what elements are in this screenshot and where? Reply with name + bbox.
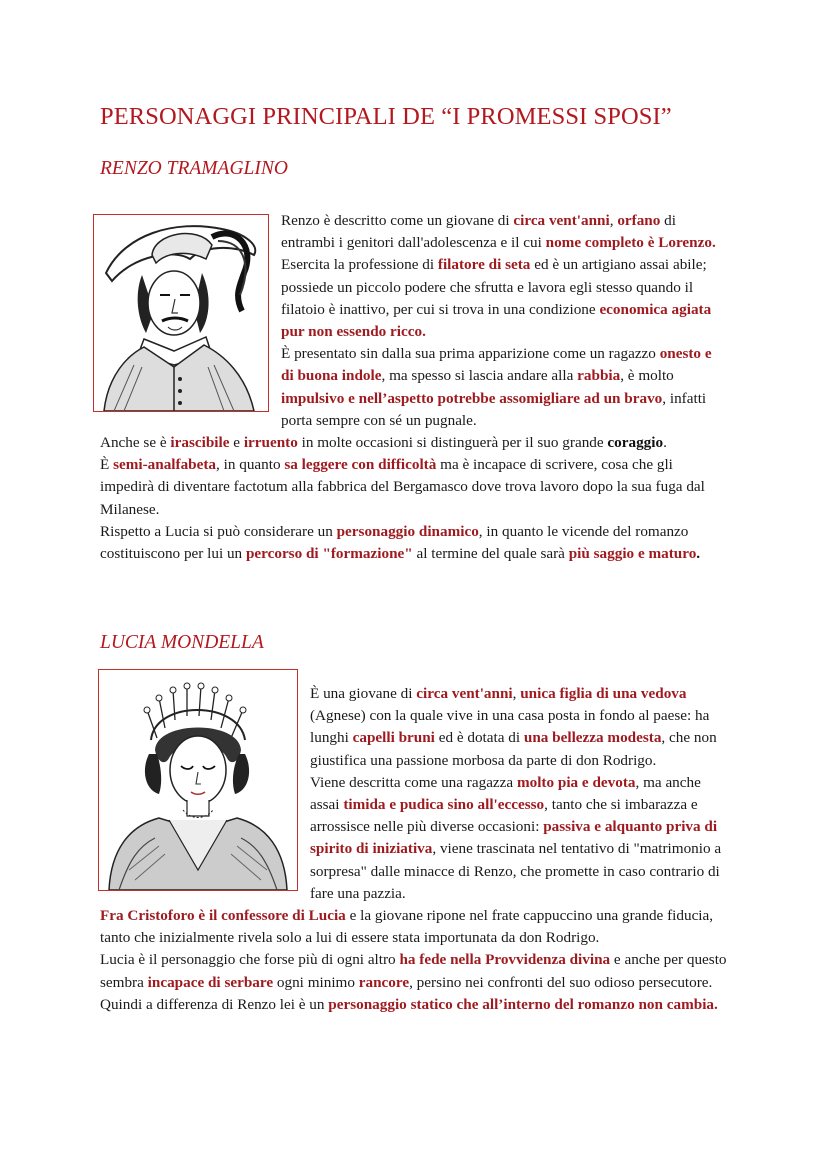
lucia-paragraph-3: Fra Cristoforo è il confessore di Lucia e la giovane ripone nel frate cappuccino una grande fiducia, tanto che inizialmente rivela solo a lui di essere stata importunata da don Rodrigo.: [100, 907, 714, 947]
lucia-section: [100, 683, 728, 1016]
lucia-paragraph-1: È una giovane di circa vent'anni, unica figlia di una vedova (Agnese) con la quale vive in una casa posta in fondo al paese: ha lunghi capelli bruni ed è dotata di una bellezza modesta, che non giustifica una passione morbosa da parte di don Rodrigo.: [310, 685, 717, 769]
lucia-portrait: [98, 669, 298, 891]
renzo-paragraph-4: È semi-analfabeta, in quanto sa leggere con difficoltà ma è incapace di scrivere, cosa che gli impedirà di diventare factotum alla fabbrica del Bergamasco dove trova lavoro dopo la sua fuga dal Milanese.: [100, 456, 705, 518]
renzo-portrait: [93, 214, 269, 412]
document-title: PERSONAGGI PRINCIPALI DE “I PROMESSI SPOSI”: [100, 103, 672, 130]
renzo-paragraph-1: Renzo è descritto come un giovane di circa vent'anni, orfano di entrambi i genitori dall'adolescenza e il cui nome completo è Lorenzo. Esercita la professione di filatore di seta ed è un artigiano assai abile; possiede un piccolo podere che sfrutta e lavora egli stesso quando il filatoio è inattivo, per cui si trova in una condizione economica agiata pur non essendo ricco.: [281, 212, 716, 341]
renzo-paragraph-5: Rispetto a Lucia si può considerare un personaggio dinamico, in quanto le vicende del romanzo costituiscono per lui un percorso di "formazione" al termine del quale sarà più saggio e maturo.: [100, 522, 701, 563]
lucia-paragraph-2: Viene descritta come una ragazza molto pia e devota, ma anche assai timida e pudica sino all'eccesso, tanto che si imbarazza e arrossisce nelle più diverse occasioni: passiva e alquanto priva di spirito di iniziativa, viene trascinata nel tentativo di "matrimonio a sorpresa" dalle minacce di Renzo, che promette in caso contrario di fare una pazzia.: [310, 773, 722, 902]
renzo-section: [100, 210, 728, 565]
renzo-paragraph-3: Anche se è irascibile e irruento in molte occasioni si distinguerà per il suo grande coraggio.: [100, 434, 667, 452]
renzo-heading: RENZO TRAMAGLINO: [100, 158, 288, 179]
renzo-paragraph-2: È presentato sin dalla sua prima apparizione come un ragazzo onesto e di buona indole, ma spesso si lascia andare alla rabbia, è molto impulsivo e nell’aspetto potrebbe assomigliare ad un bravo, infatti porta sempre con sé un pugnale.: [281, 345, 712, 429]
lucia-heading: LUCIA MONDELLA: [100, 632, 264, 653]
lucia-paragraph-4: Lucia è il personaggio che forse più di ogni altro ha fede nella Provvidenza divina e anche per questo sembra incapace di serbare ogni minimo rancore, persino nei confronti del suo odioso persecutore. Quindi a differenza di Renzo lei è un personaggio statico che all’interno del romanzo non cambia.: [100, 951, 727, 1013]
